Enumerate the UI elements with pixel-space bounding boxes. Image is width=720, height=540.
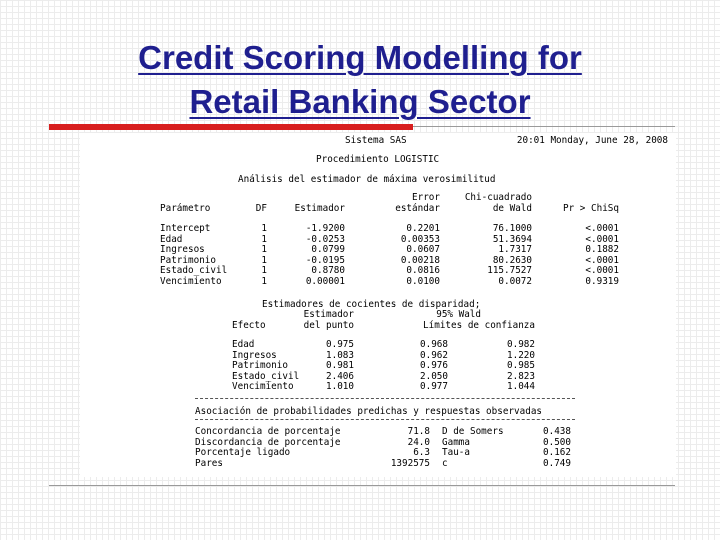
or-header-effect: Efecto — [232, 320, 266, 331]
slide-bottom-rule — [49, 485, 675, 486]
assoc-label-cell: Concordancia de porcentaje — [195, 426, 341, 437]
or-header-point: del punto — [303, 320, 354, 331]
assoc-stat-value-cell: 0.749 — [543, 457, 571, 469]
title-divider — [413, 126, 675, 127]
or-lower-cell: 0.962 — [420, 349, 448, 361]
assoc-stat-cell: c — [442, 457, 448, 469]
mle-table-title: Análisis del estimador de máxima verosimilitud — [238, 174, 496, 185]
mle-wald-cell: 1.7317 — [498, 244, 532, 256]
assoc-divider-bottom — [195, 419, 575, 420]
or-point-cell: 0.981 — [326, 360, 354, 372]
or-header-ci-1: 95% Wald — [436, 309, 481, 320]
assoc-stat-cell: Tau-a — [442, 447, 470, 459]
assoc-label-cell: Discordancia de porcentaje — [195, 436, 341, 448]
title-accent-bar — [49, 124, 413, 130]
or-lower-cell: 2.050 — [420, 370, 448, 382]
mle-pvalue-cell: <.0001 — [585, 254, 619, 266]
mle-estimate-cell: 0.00001 — [305, 276, 345, 287]
or-table-title: Estimadores de cocientes de disparidad; — [262, 299, 481, 310]
mle-estimate-cell: -0.0195 — [305, 254, 345, 266]
mle-pvalue-cell: <.0001 — [585, 265, 619, 277]
mle-estimate-cell: 0.0799 — [311, 244, 345, 256]
assoc-table-title: Asociación de probabilidades predichas y respuestas observadas — [195, 406, 543, 417]
slide-title-line-2: Retail Banking Sector — [189, 83, 531, 120]
mle-header-df: DF — [255, 203, 267, 214]
mle-wald-cell: 80.2630 — [492, 254, 532, 266]
mle-header-error-2: estándar — [395, 203, 440, 214]
mle-wald-cell: 51.3694 — [492, 233, 532, 245]
mle-df-cell: 1 — [261, 265, 267, 277]
mle-stderr-cell: 0.0100 — [406, 276, 440, 287]
assoc-value-cell: 71.8 — [407, 426, 430, 437]
assoc-value-cell: 6.3 — [413, 447, 430, 459]
or-effect-cell: Estado_civil — [232, 370, 300, 382]
or-upper-cell: 0.982 — [507, 339, 535, 350]
or-effect-cell: Edad — [232, 339, 255, 350]
slide-title — [40, 36, 680, 124]
mle-header-p: Pr > ChiSq — [563, 203, 619, 214]
mle-df-cell: 1 — [261, 233, 267, 245]
assoc-label-cell: Pares — [195, 457, 223, 469]
mle-header-chi-2: de Wald — [492, 203, 532, 214]
mle-df-cell: 1 — [261, 244, 267, 256]
mle-stderr-cell: 0.0816 — [406, 265, 440, 277]
assoc-stat-cell: Gamma — [442, 436, 470, 448]
mle-df-cell: 1 — [261, 276, 267, 287]
or-header-estimador: Estimador — [303, 309, 354, 320]
mle-pvalue-cell: <.0001 — [585, 233, 619, 245]
mle-header-error-1: Error — [412, 192, 440, 203]
assoc-stat-value-cell: 0.162 — [543, 447, 571, 459]
mle-param-cell: Intercept — [160, 223, 211, 234]
assoc-value-cell: 24.0 — [407, 436, 430, 448]
assoc-value-cell: 1392575 — [390, 457, 430, 469]
or-upper-cell: 1.044 — [507, 381, 535, 393]
mle-estimate-cell: -0.0253 — [305, 233, 345, 245]
assoc-stat-value-cell: 0.438 — [543, 426, 571, 437]
assoc-stat-cell: D de Somers — [442, 426, 504, 437]
mle-pvalue-cell: 0.9319 — [585, 276, 619, 287]
mle-pvalue-cell: <.0001 — [585, 223, 619, 234]
mle-stderr-cell: 0.0607 — [406, 244, 440, 256]
slide-title-line-1: Credit Scoring Modelling for — [138, 39, 582, 76]
mle-param-cell: Ingresos — [160, 244, 205, 256]
or-point-cell: 1.010 — [326, 381, 354, 393]
mle-df-cell: 1 — [261, 254, 267, 266]
assoc-label-cell: Porcentaje ligado — [195, 447, 291, 459]
assoc-divider-top — [195, 398, 575, 399]
or-lower-cell: 0.976 — [420, 360, 448, 372]
or-lower-cell: 0.968 — [420, 339, 448, 350]
mle-header-estimador: Estimador — [294, 203, 345, 214]
or-point-cell: 0.975 — [326, 339, 354, 350]
mle-param-cell: Vencimiento — [160, 276, 222, 287]
mle-wald-cell: 76.1000 — [492, 223, 532, 234]
or-point-cell: 2.406 — [326, 370, 354, 382]
mle-estimate-cell: -1.9200 — [305, 223, 345, 234]
assoc-stat-value-cell: 0.500 — [543, 436, 571, 448]
mle-param-cell: Edad — [160, 233, 183, 245]
mle-stderr-cell: 0.00353 — [400, 233, 440, 245]
mle-stderr-cell: 0.2201 — [406, 223, 440, 234]
mle-header-chi-1: Chi-cuadrado — [464, 192, 532, 203]
mle-wald-cell: 0.0072 — [498, 276, 532, 287]
sas-output-panel — [80, 133, 676, 477]
or-point-cell: 1.083 — [326, 349, 354, 361]
or-effect-cell: Patrimonio — [232, 360, 288, 372]
or-upper-cell: 2.823 — [507, 370, 535, 382]
or-upper-cell: 0.985 — [507, 360, 535, 372]
or-upper-cell: 1.220 — [507, 349, 535, 361]
or-effect-cell: Vencimiento — [232, 381, 294, 393]
or-effect-cell: Ingresos — [232, 349, 277, 361]
sas-system-label: Sistema SAS — [345, 135, 407, 146]
mle-pvalue-cell: 0.1882 — [585, 244, 619, 256]
procedure-title: Procedimiento LOGISTIC — [316, 154, 440, 165]
mle-df-cell: 1 — [261, 223, 267, 234]
mle-param-cell: Patrimonio — [160, 254, 216, 266]
or-header-ci-2: Límites de confianza — [423, 320, 535, 331]
mle-stderr-cell: 0.00218 — [400, 254, 440, 266]
mle-param-cell: Estado_civil — [160, 265, 228, 277]
mle-wald-cell: 115.7527 — [487, 265, 532, 277]
sas-timestamp: 20:01 Monday, June 28, 2008 — [516, 135, 668, 146]
mle-header-param: Parámetro — [160, 203, 211, 214]
mle-estimate-cell: 0.8780 — [311, 265, 345, 277]
or-lower-cell: 0.977 — [420, 381, 448, 393]
